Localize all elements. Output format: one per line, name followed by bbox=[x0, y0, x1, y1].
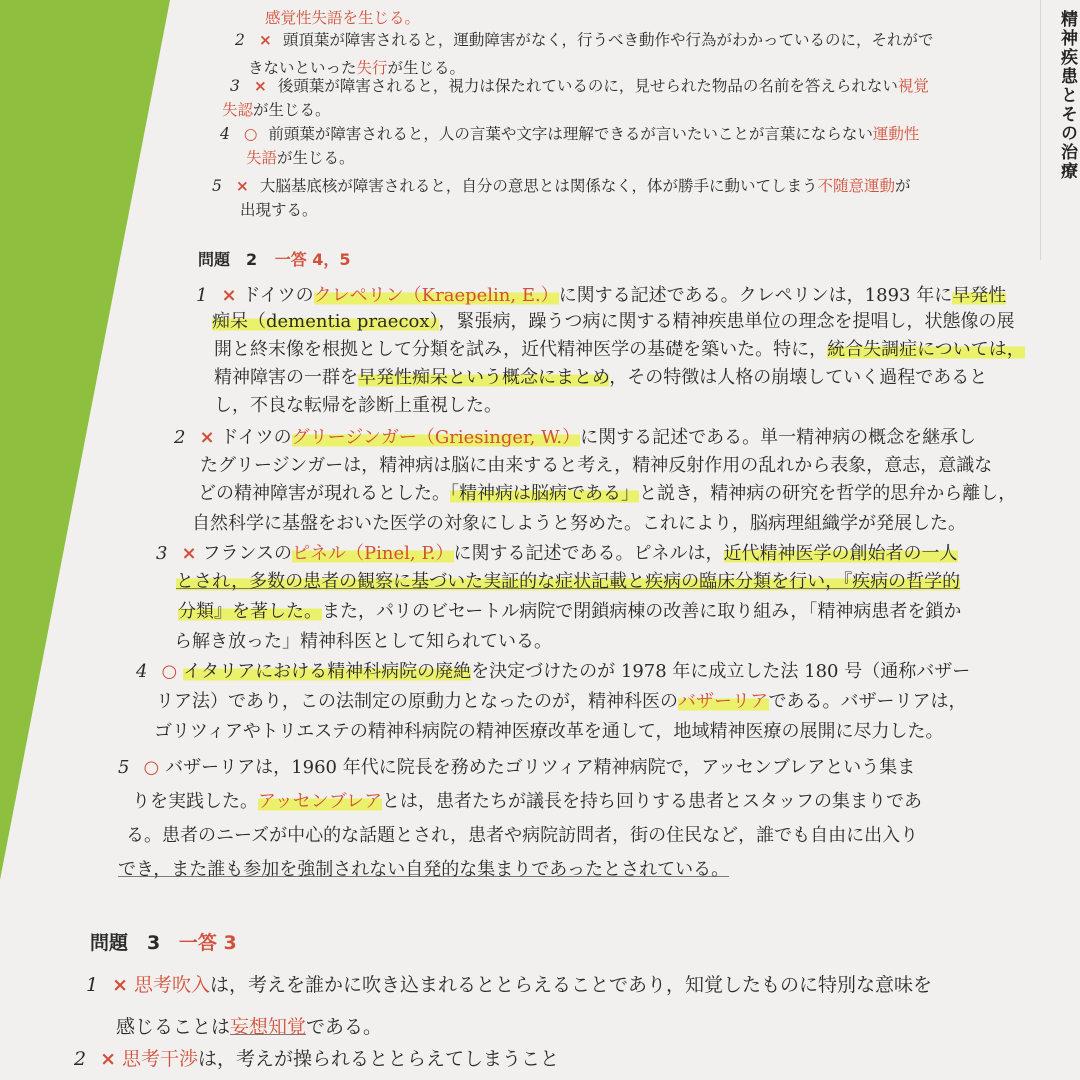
q3-item-1: 1 × 思考吹入は，考えを誰かに吹き込まれるととらえることであり，知覚したものに特別な意味を bbox=[86, 974, 933, 996]
q2-item-2-line-4: 自然科学に基盤をおいた医学の対象にしようと努めた。これにより，脳病理組織学が発展した。 bbox=[192, 513, 966, 534]
q1-item-3-cont: 失認が生じる。 bbox=[222, 101, 331, 119]
q1-item-5: 5 × 大脳基底核が障害されると，自分の意思とは関係なく，体が勝手に動いてしまう不随意運動が bbox=[212, 177, 911, 195]
cross-mark-icon: × bbox=[235, 177, 249, 195]
circle-mark-icon: ○ bbox=[161, 661, 178, 682]
q2-item-4-line-2: リア法）であり，この法制定の原動力となったのが，精神科医のバザーリアである。バザーリアは， bbox=[156, 691, 967, 712]
cross-mark-icon: × bbox=[221, 285, 237, 306]
q1-item-5-cont: 出現する。 bbox=[240, 201, 318, 219]
cross-mark-icon: × bbox=[253, 77, 267, 95]
q3-answer: 一答 3 bbox=[178, 932, 237, 954]
q2-item-2-line-3: どの精神障害が現れるとした。「精神病は脳病である」と説き，精神病の研究を哲学的思弁から離し， bbox=[198, 483, 1017, 504]
q2-item-3: 3 × フランスのピネル（Pinel, P.）に関する記述である。ピネルは，近代精神医学の創始者の一人 bbox=[156, 543, 958, 564]
q3-item-2: 2 × 思考干渉は，考えが操られるととらえてしまうこと bbox=[74, 1048, 560, 1070]
q1-item-4-cont: 失語が生じる。 bbox=[246, 149, 355, 167]
circle-mark-icon: ○ bbox=[143, 757, 160, 778]
cross-mark-icon: × bbox=[112, 974, 129, 996]
q1-item-2: 2 × 頭頂葉が障害されると，運動障害がなく，行うべき動作や行為がわかっているのに，それがで bbox=[235, 31, 934, 49]
q1-item-2-cont: きないといった失行が生じる。 bbox=[248, 59, 466, 77]
chapter-tab: 精神疾患とその治療 bbox=[1040, 0, 1080, 260]
q3-item-1-line-2: 感じることは妄想知覚である。 bbox=[116, 1016, 383, 1038]
cross-mark-icon: × bbox=[199, 427, 215, 448]
q2-item-5-line-2: りを実践した。アッセンブレアとは，患者たちが議長を持ち回りする患者とスタッフの集まりであ bbox=[132, 791, 923, 812]
q2-item-1: 1 × ドイツのクレペリン（Kraepelin, E.）に関する記述である。クレペリンは，1893 年に早発性 bbox=[196, 285, 1007, 306]
cross-mark-icon: × bbox=[100, 1048, 117, 1070]
q2-answer: 一答 4，5 bbox=[274, 250, 351, 269]
q2-item-1-line-2: 痴呆（dementia praecox），緊張病，躁うつ病に関する精神疾患単位の理念を提唱し，状態像の展 bbox=[212, 311, 1015, 332]
q1-item-4: 4 ○ 前頭葉が障害されると，人の言葉や文字は理解できるが言いたいことが言葉にならない運動性 bbox=[220, 125, 920, 143]
q2-heading: 問題 2 一答 4，5 bbox=[198, 250, 351, 269]
q2-item-3-line-3: 分類』を著した。また，パリのビセートル病院で閉鎖病棟の改善に取り組み，「精神病患者を鎖か bbox=[178, 601, 962, 622]
q2-item-2-line-2: たグリージンガーは，精神病は脳に由来すると考え，精神反射作用の乱れから表象，意志，意識な bbox=[200, 455, 993, 476]
q2-item-5-line-4: でき，また誰も参加を強制されない自発的な集まりであったとされている。 bbox=[118, 859, 730, 880]
cross-mark-icon: × bbox=[258, 31, 272, 49]
q2-item-5: 5 ○ バザーリアは，1960 年代に院長を務めたゴリツィア精神病院で，アッセンブレアという集ま bbox=[118, 757, 916, 778]
q3-heading: 問題 3 一答 3 bbox=[90, 932, 237, 954]
q2-item-4-line-3: ゴリツィアやトリエステの精神科病院の精神医療改革を通して，地域精神医療の展開に尽力した。 bbox=[154, 721, 944, 742]
cross-mark-icon: × bbox=[181, 543, 197, 564]
q2-item-4: 4 ○ イタリアにおける精神科病院の廃絶を決定づけたのが 1978 年に成立した法 180 号（通称バザー bbox=[136, 661, 971, 682]
q2-item-1-line-4: 精神障害の一群を早発性痴呆という概念にまとめ，その特徴は人格の崩壊していく過程であると bbox=[214, 367, 988, 388]
q1-line-0: 感覚性失語を生じる。 bbox=[265, 9, 421, 27]
q1-item-3: 3 × 後頭葉が障害されると，視力は保たれているのに，見せられた物品の名前を答えられない視覚 bbox=[230, 77, 929, 95]
q2-item-1-line-5: し，不良な転帰を診断上重視した。 bbox=[214, 395, 502, 416]
circle-mark-icon: ○ bbox=[243, 125, 258, 143]
q2-item-3-line-2: とされ，多数の患者の観察に基づいた実証的な症状記載と疾病の臨床分類を行い，『疾病の哲学的 bbox=[176, 571, 961, 592]
q2-item-5-line-3: る。患者のニーズが中心的な話題とされ，患者や病院訪問者，街の住民など，誰でも自由に出入り bbox=[126, 825, 919, 846]
q2-item-1-line-3: 開と終末像を根拠として分類を試み，近代精神医学の基礎を築いた。特に，統合失調症については， bbox=[214, 339, 1025, 360]
q2-item-3-line-4: ら解き放った」精神科医として知られている。 bbox=[174, 631, 552, 652]
q2-item-2: 2 × ドイツのグリージンガー（Griesinger, W.）に関する記述である。単一精神病の概念を継承し bbox=[174, 427, 977, 448]
